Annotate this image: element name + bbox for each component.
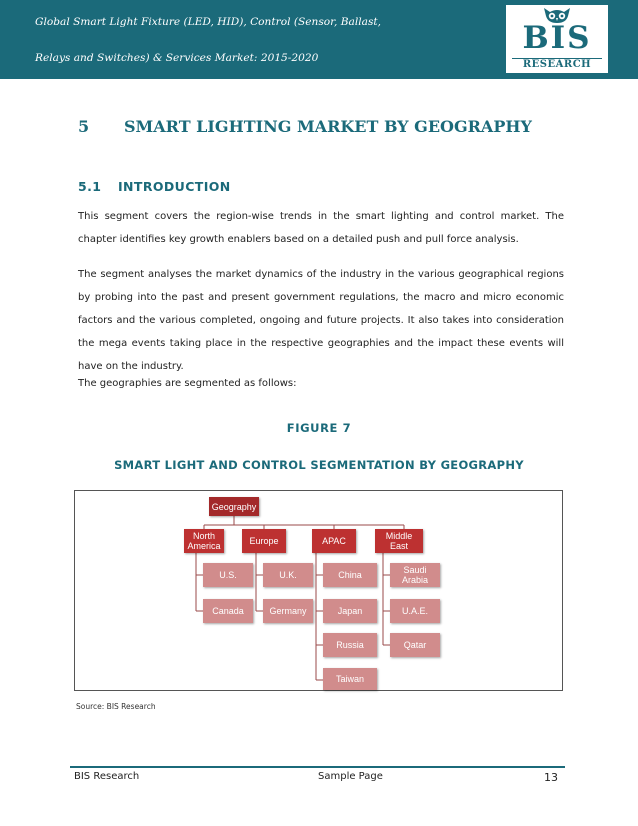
node-china: China xyxy=(323,563,377,587)
node-uae: U.A.E. xyxy=(390,599,440,623)
diagram-connectors xyxy=(75,491,564,692)
node-japan: Japan xyxy=(323,599,377,623)
node-apac: APAC xyxy=(312,529,356,553)
section-number: 5.1 xyxy=(78,179,102,194)
chapter-title: SMART LIGHTING MARKET BY GEOGRAPHY xyxy=(124,117,532,136)
logo-wordmark: BIS xyxy=(522,20,592,56)
section-heading xyxy=(78,179,231,194)
figure-number: FIGURE 7 xyxy=(286,421,352,435)
bis-research-logo xyxy=(506,5,608,73)
report-title-line-2: Relays and Switches) & Services Market: 2015-2020 xyxy=(35,52,319,64)
figure-title: SMART LIGHT AND CONTROL SEGMENTATION BY GEOGRAPHY xyxy=(114,458,524,472)
figure-source: Source: BIS Research xyxy=(76,702,156,711)
node-europe: Europe xyxy=(242,529,286,553)
section-title: INTRODUCTION xyxy=(118,179,231,194)
node-geography: Geography xyxy=(209,497,259,516)
paragraph-dynamics: The segment analyses the market dynamics of the industry in the various geographical regions by probing into the past and present government regulations, the macro and micro economic factors and the various completed, ongoing and future projects. It also takes into consideration the mega events taking place in the respective geographies and the impact these events will have on the industry. xyxy=(78,269,564,372)
node-middle-east: Middle East xyxy=(375,529,423,553)
footer-divider xyxy=(70,766,565,768)
chapter-heading xyxy=(78,117,532,136)
node-qatar: Qatar xyxy=(390,633,440,657)
report-title-line-1: Global Smart Light Fixture (LED, HID), Control (Sensor, Ballast, xyxy=(35,16,382,28)
node-saudi-arabia: Saudi Arabia xyxy=(390,563,440,587)
header-banner xyxy=(0,0,638,79)
node-taiwan: Taiwan xyxy=(323,668,377,690)
page-number: 13 xyxy=(544,771,558,784)
footer-label: Sample Page xyxy=(318,771,383,782)
node-germany: Germany xyxy=(263,599,313,623)
geography-segmentation-diagram xyxy=(74,490,563,691)
node-north-america: North America xyxy=(184,529,224,553)
node-us: U.S. xyxy=(203,563,253,587)
node-russia: Russia xyxy=(323,633,377,657)
node-canada: Canada xyxy=(203,599,253,623)
chapter-number: 5 xyxy=(78,117,90,136)
paragraph-intro: This segment covers the region-wise trends in the smart lighting and control market. The chapter identifies key growth enablers based on a detailed push and pull force analysis. xyxy=(78,211,564,245)
logo-subtitle: RESEARCH xyxy=(512,58,602,71)
paragraph-segmentation: The geographies are segmented as follows: xyxy=(78,378,297,389)
footer-publisher: BIS Research xyxy=(74,771,140,782)
node-uk: U.K. xyxy=(263,563,313,587)
